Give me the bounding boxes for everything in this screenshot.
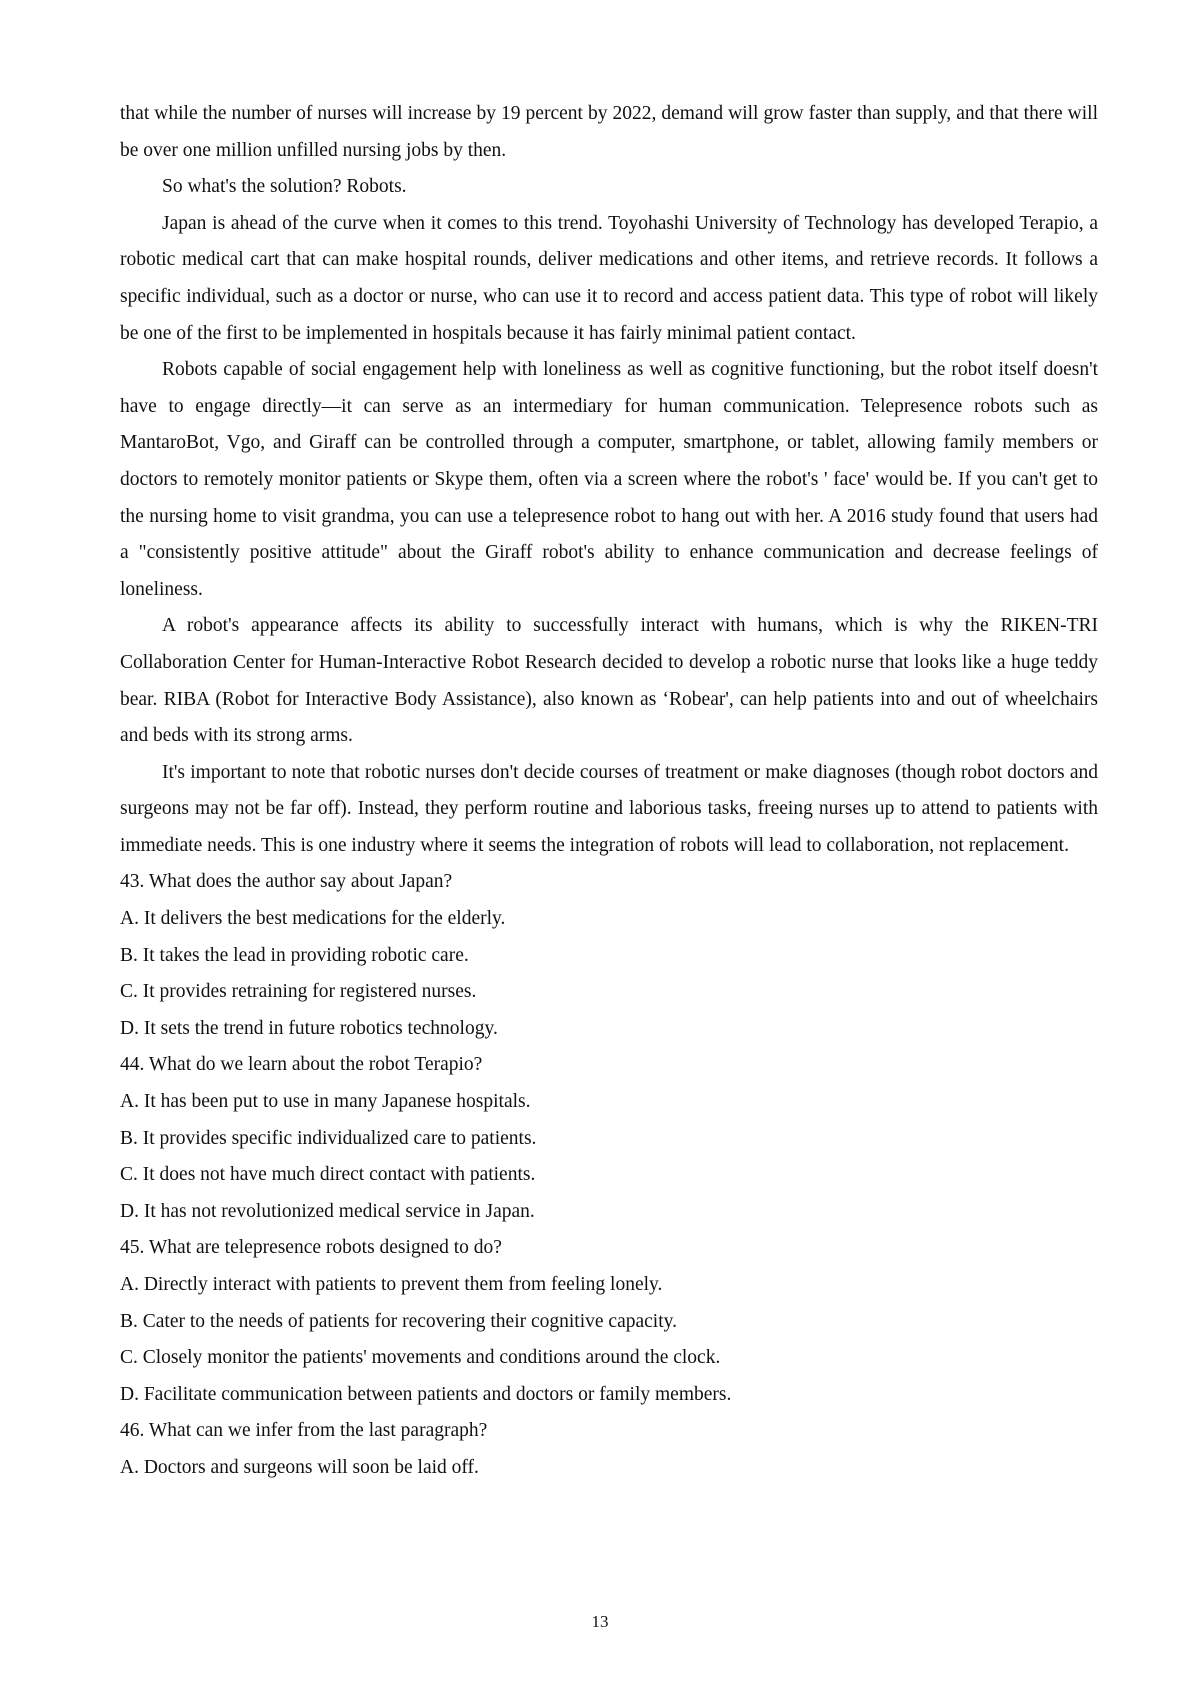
answer-option: D. It sets the trend in future robotics technology. (120, 1017, 498, 1039)
passage-paragraph-telepresence: Robots capable of social engagement help with loneliness as well as cognitive functioning, but the robot itself doesn't have to engage directly—it can serve as an intermediary for human communication. Telepresence robots such as MantaroBot, Vgo, and Giraff can be controlled through a computer, smartphone, or tablet, allowing family members or doctors to remotely monitor patients or Skype them, often via a screen where the robot's ' face' would be. If you can't get to the nursing home to visit grandma, you can use a telepresence robot to hang out with her. A 2016 study found that users had a "consistently positive attitude" about the Giraff robot's ability to enhance communication and decrease feelings of loneliness. (120, 359, 1098, 600)
answer-option: D. Facilitate communication between patients and doctors or family members. (120, 1383, 732, 1405)
passage-paragraph-solution: So what's the solution? Robots. (162, 176, 407, 198)
passage-paragraph-conclusion: It's important to note that robotic nurses don't decide courses of treatment or make diagnoses (though robot doctors and surgeons may not be far off). Instead, they perform routine and laborious tasks, freeing nurses up to attend to patients with immediate needs. This is one industry where it seems the integration of robots will lead to collaboration, not replacement. (120, 761, 1098, 856)
passage-paragraph-robear: A robot's appearance affects its ability to successfully interact with humans, which is why the RIKEN-TRI Collaboration Center for Human-Interactive Robot Research decided to develop a robotic nurse that looks like a huge teddy bear. RIBA (Robot for Interactive Body Assistance), also known as ‘Robear', can help patients into and out of wheelchairs and beds with its strong arms. (120, 615, 1098, 747)
answer-option: B. It provides specific individualized care to patients. (120, 1127, 537, 1149)
answer-option: C. It provides retraining for registered nurses. (120, 981, 477, 1003)
answer-option: D. It has not revolutionized medical service in Japan. (120, 1200, 535, 1222)
answer-option: B. It takes the lead in providing robotic care. (120, 944, 469, 966)
passage-continuation: that while the number of nurses will increase by 19 percent by 2022, demand will grow faster than supply, and that there will be over one million unfilled nursing jobs by then. (120, 103, 1098, 161)
answer-option: C. It does not have much direct contact with patients. (120, 1164, 536, 1186)
question-stem: 43. What does the author say about Japan? (120, 871, 453, 893)
question-stem: 44. What do we learn about the robot Terapio? (120, 1054, 483, 1076)
answer-option: A. It has been put to use in many Japanese hospitals. (120, 1091, 531, 1113)
question-46 (120, 1413, 1098, 1486)
answer-option: A. Directly interact with patients to prevent them from feeling lonely. (120, 1274, 663, 1295)
answer-option: B. Cater to the needs of patients for recovering their cognitive capacity. (120, 1310, 677, 1332)
answer-option: A. Doctors and surgeons will soon be laid off. (120, 1456, 479, 1478)
question-stem: 46. What can we infer from the last paragraph? (120, 1420, 488, 1442)
answer-option: A. It delivers the best medications for the elderly. (120, 908, 506, 930)
answer-option: C. Closely monitor the patients' movements and conditions around the clock. (120, 1347, 721, 1369)
question-44 (120, 1047, 1098, 1230)
document-page (120, 96, 1098, 1487)
passage-paragraph-japan: Japan is ahead of the curve when it comes to this trend. Toyohashi University of Technology has developed Terapio, a robotic medical cart that can make hospital rounds, deliver medications and other items, and retrieve records. It follows a specific individual, such as a doctor or nurse, who can use it to record and access patient data. This type of robot will likely be one of the first to be implemented in hospitals because it has fairly minimal patient contact. (120, 212, 1098, 344)
question-43 (120, 864, 1098, 1047)
question-stem: 45. What are telepresence robots designed to do? (120, 1237, 502, 1259)
question-45 (120, 1230, 1098, 1413)
page-number: 13 (591, 1612, 609, 1631)
